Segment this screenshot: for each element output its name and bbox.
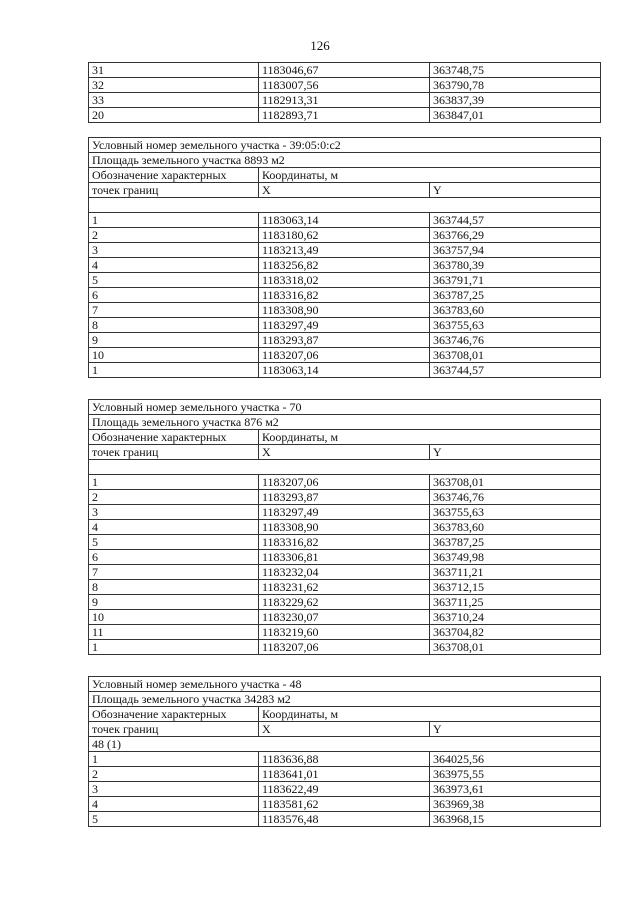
coordinate-x: 1183306,81 (259, 550, 430, 565)
table-row (89, 288, 601, 303)
coordinate-x: 1183581,62 (259, 797, 430, 812)
coordinate-x: 1183636,88 (259, 752, 430, 767)
table-row (89, 303, 601, 318)
table-row (89, 243, 601, 258)
coordinate-y: 363757,94 (430, 243, 601, 258)
coordinate-x: 1183308,90 (259, 520, 430, 535)
point-number: 5 (89, 812, 259, 827)
coordinate-y: 363780,39 (430, 258, 601, 273)
point-number: 20 (89, 108, 259, 123)
coordinate-y: 363711,21 (430, 565, 601, 580)
coordinate-y: 363975,55 (430, 767, 601, 782)
point-number: 9 (89, 333, 259, 348)
coordinate-x: 1183229,62 (259, 595, 430, 610)
table-row (89, 348, 601, 363)
table-row (89, 640, 601, 655)
table-row (89, 520, 601, 535)
table-row (89, 318, 601, 333)
coordinates-label: Координаты, м (259, 707, 601, 722)
coordinate-x: 1183231,62 (259, 580, 430, 595)
coordinate-x: 1183293,87 (259, 333, 430, 348)
coordinate-y: 363790,78 (430, 78, 601, 93)
table-row (89, 213, 601, 228)
point-number: 6 (89, 550, 259, 565)
coordinate-y: 363708,01 (430, 640, 601, 655)
table-row (89, 595, 601, 610)
coordinate-x: 1183180,62 (259, 228, 430, 243)
point-number: 8 (89, 580, 259, 595)
table-row (89, 363, 601, 378)
table-row (89, 767, 601, 782)
plot-title: Условный номер земельного участка - 70 (89, 400, 601, 415)
column-x-header: X (259, 722, 430, 737)
table-row (89, 535, 601, 550)
point-number: 2 (89, 767, 259, 782)
point-label-line1: Обозначение характерных (89, 168, 259, 183)
point-number: 7 (89, 565, 259, 580)
coordinate-y: 363755,63 (430, 505, 601, 520)
table-row (89, 812, 601, 827)
point-number: 31 (89, 63, 259, 78)
point-number: 1 (89, 363, 259, 378)
coordinate-y: 363712,15 (430, 580, 601, 595)
table-row (89, 797, 601, 812)
coordinate-x: 1183207,06 (259, 640, 430, 655)
table-row (89, 490, 601, 505)
coordinate-y: 363766,29 (430, 228, 601, 243)
coordinate-y: 363708,01 (430, 348, 601, 363)
point-number: 10 (89, 348, 259, 363)
coordinate-y: 363744,57 (430, 213, 601, 228)
point-number: 3 (89, 782, 259, 797)
coordinate-y: 363847,01 (430, 108, 601, 123)
table-row (89, 475, 601, 490)
coordinate-x: 1183046,67 (259, 63, 430, 78)
plot-subheading (89, 460, 601, 475)
coordinate-y: 363710,24 (430, 610, 601, 625)
coordinate-y: 363711,25 (430, 595, 601, 610)
coordinate-x: 1183213,49 (259, 243, 430, 258)
plot-subheading: 48 (1) (89, 737, 601, 752)
coordinate-y: 363744,57 (430, 363, 601, 378)
table-row (89, 78, 601, 93)
coordinate-x: 1183063,14 (259, 363, 430, 378)
coordinate-y: 363783,60 (430, 303, 601, 318)
coordinate-x: 1183297,49 (259, 505, 430, 520)
coordinate-x: 1183063,14 (259, 213, 430, 228)
coordinate-x: 1183316,82 (259, 288, 430, 303)
coordinate-x: 1183219,60 (259, 625, 430, 640)
plot-subheading (89, 198, 601, 213)
continuation-rows (89, 63, 601, 123)
plot-table (88, 137, 601, 378)
coordinate-y: 363791,71 (430, 273, 601, 288)
point-number: 9 (89, 595, 259, 610)
plot-rows (89, 475, 601, 655)
coordinate-y: 363746,76 (430, 333, 601, 348)
table-row (89, 93, 601, 108)
point-number: 1 (89, 475, 259, 490)
plot-table (88, 676, 601, 827)
point-number: 2 (89, 228, 259, 243)
point-number: 10 (89, 610, 259, 625)
coordinate-x: 1183308,90 (259, 303, 430, 318)
table-row (89, 63, 601, 78)
coordinate-x: 1183007,56 (259, 78, 430, 93)
point-label-line2: точек границ (89, 183, 259, 198)
column-y-header: Y (430, 445, 601, 460)
coordinate-y: 363704,82 (430, 625, 601, 640)
coordinate-y: 363787,25 (430, 535, 601, 550)
point-number: 5 (89, 273, 259, 288)
coordinates-continuation-table (88, 62, 601, 123)
table-row (89, 258, 601, 273)
column-x-header: X (259, 445, 430, 460)
coordinate-x: 1183256,82 (259, 258, 430, 273)
point-number: 5 (89, 535, 259, 550)
table-row (89, 610, 601, 625)
coordinate-y: 363748,75 (430, 63, 601, 78)
coordinate-y: 363968,15 (430, 812, 601, 827)
point-number: 4 (89, 258, 259, 273)
point-number: 7 (89, 303, 259, 318)
coordinate-x: 1183316,82 (259, 535, 430, 550)
coordinate-y: 363783,60 (430, 520, 601, 535)
point-number: 6 (89, 288, 259, 303)
point-number: 4 (89, 797, 259, 812)
plot-area: Площадь земельного участка 876 м2 (89, 415, 601, 430)
table-row (89, 625, 601, 640)
coordinate-y: 363749,98 (430, 550, 601, 565)
coordinate-x: 1183232,04 (259, 565, 430, 580)
point-number: 1 (89, 752, 259, 767)
table-row (89, 580, 601, 595)
page-number: 126 (310, 38, 330, 53)
coordinate-y: 363755,63 (430, 318, 601, 333)
coordinate-x: 1183293,87 (259, 490, 430, 505)
coordinate-x: 1183622,49 (259, 782, 430, 797)
point-number: 32 (89, 78, 259, 93)
table-row (89, 752, 601, 767)
table-row (89, 565, 601, 580)
point-number: 2 (89, 490, 259, 505)
point-number: 1 (89, 640, 259, 655)
coordinate-x: 1183207,06 (259, 348, 430, 363)
coordinate-x: 1183207,06 (259, 475, 430, 490)
coordinates-label: Координаты, м (259, 430, 601, 445)
plot-table (88, 399, 601, 655)
table-row (89, 273, 601, 288)
point-number: 4 (89, 520, 259, 535)
coordinate-y: 363746,76 (430, 490, 601, 505)
coordinate-y: 363969,38 (430, 797, 601, 812)
point-number: 3 (89, 505, 259, 520)
plot-rows (89, 752, 601, 827)
coordinates-label: Координаты, м (259, 168, 601, 183)
coordinate-y: 363837,39 (430, 93, 601, 108)
coordinate-x: 1183297,49 (259, 318, 430, 333)
coordinate-y: 364025,56 (430, 752, 601, 767)
table-row (89, 505, 601, 520)
column-y-header: Y (430, 183, 601, 198)
column-y-header: Y (430, 722, 601, 737)
table-row (89, 550, 601, 565)
plot-title: Условный номер земельного участка - 39:05:0:c2 (89, 138, 601, 153)
table-row (89, 108, 601, 123)
point-number: 8 (89, 318, 259, 333)
table-row (89, 782, 601, 797)
coordinate-x: 1182913,31 (259, 93, 430, 108)
point-label-line1: Обозначение характерных (89, 707, 259, 722)
point-number: 3 (89, 243, 259, 258)
coordinate-x: 1183318,02 (259, 273, 430, 288)
column-x-header: X (259, 183, 430, 198)
plot-area: Площадь земельного участка 8893 м2 (89, 153, 601, 168)
table-row (89, 333, 601, 348)
plot-title: Условный номер земельного участка - 48 (89, 677, 601, 692)
point-label-line2: точек границ (89, 722, 259, 737)
point-label-line1: Обозначение характерных (89, 430, 259, 445)
point-number: 1 (89, 213, 259, 228)
coordinate-y: 363973,61 (430, 782, 601, 797)
coordinate-x: 1182893,71 (259, 108, 430, 123)
plot-area: Площадь земельного участка 34283 м2 (89, 692, 601, 707)
point-label-line2: точек границ (89, 445, 259, 460)
coordinate-x: 1183576,48 (259, 812, 430, 827)
coordinate-x: 1183641,01 (259, 767, 430, 782)
coordinate-y: 363708,01 (430, 475, 601, 490)
coordinate-x: 1183230,07 (259, 610, 430, 625)
plot-rows (89, 213, 601, 378)
point-number: 11 (89, 625, 259, 640)
table-row (89, 228, 601, 243)
point-number: 33 (89, 93, 259, 108)
coordinate-y: 363787,25 (430, 288, 601, 303)
